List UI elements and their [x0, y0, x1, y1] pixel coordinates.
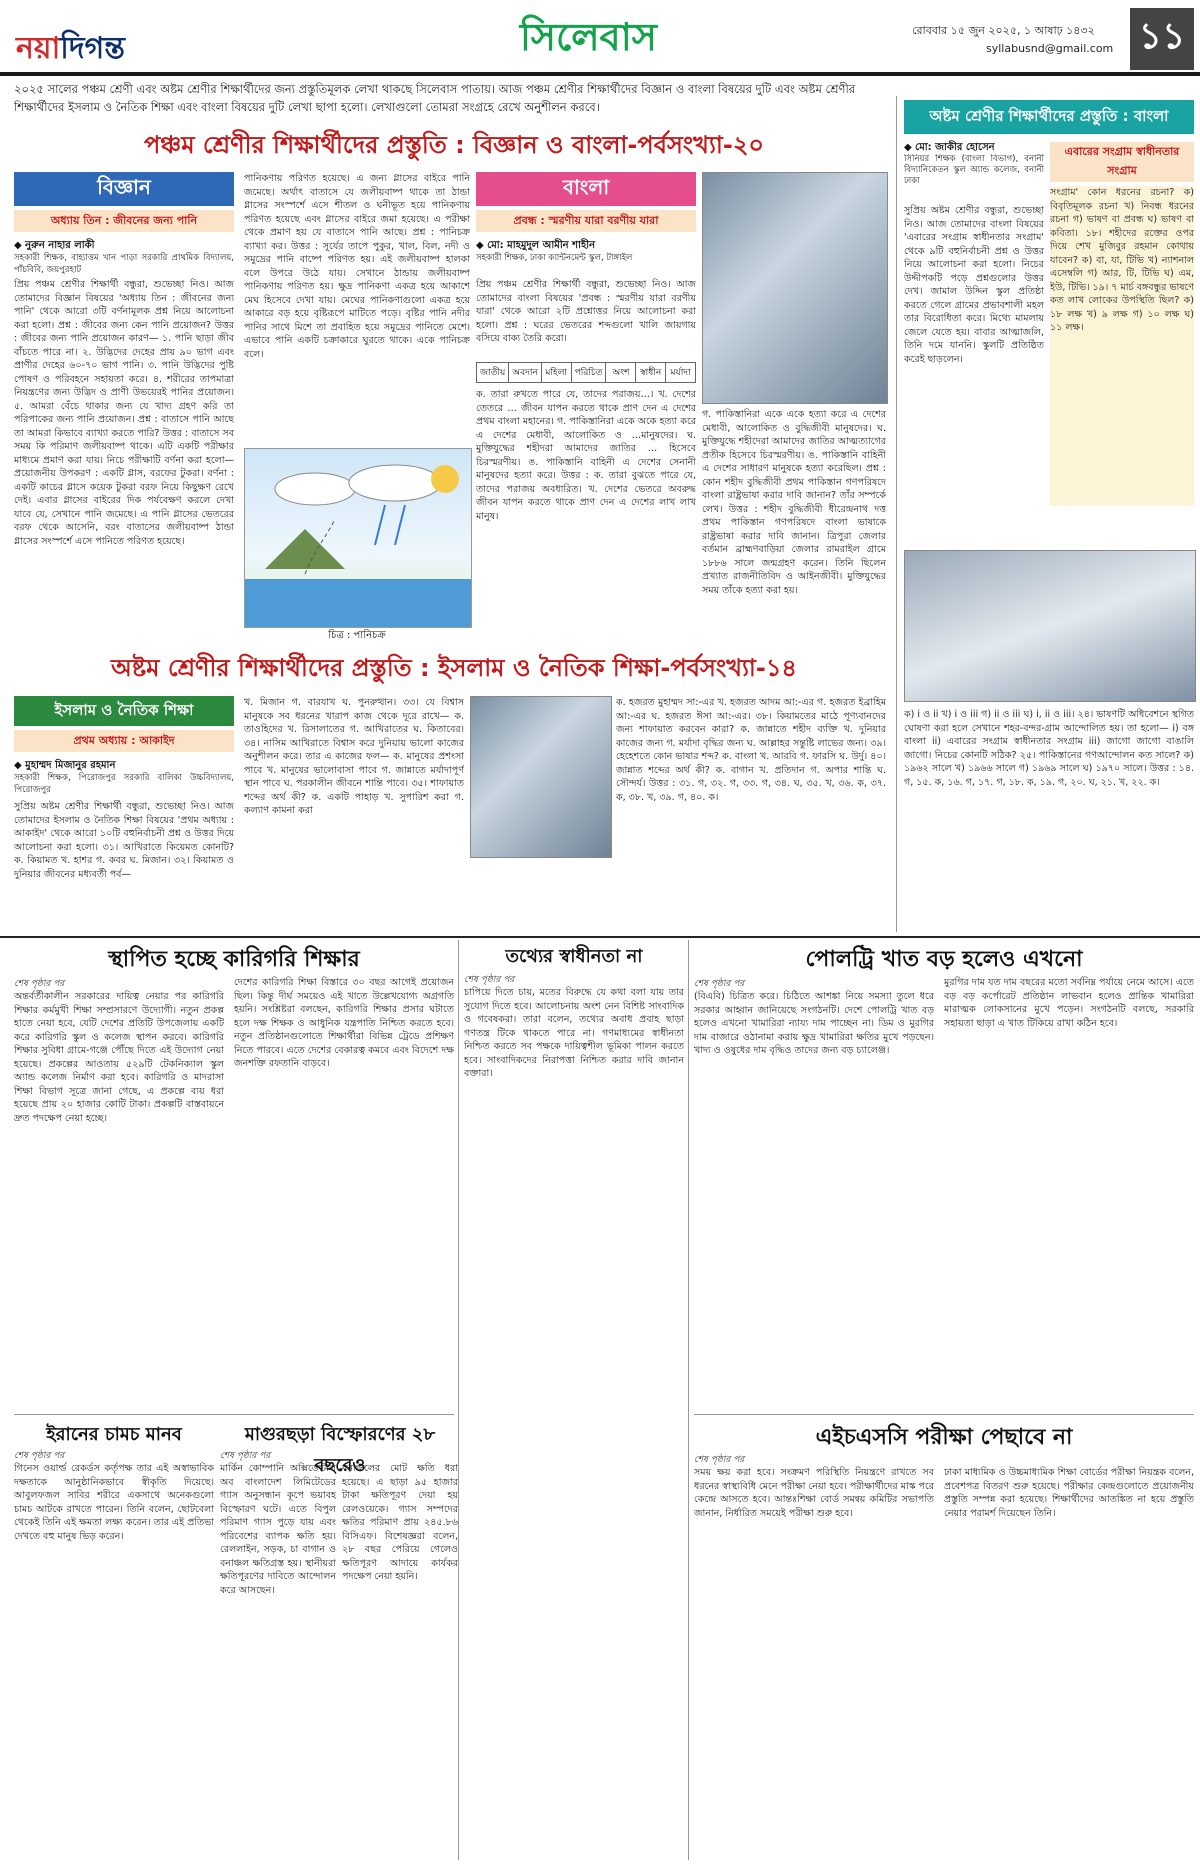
- class8-bangla-author: ◆ মো: জাকীর হোসেন: [904, 142, 995, 153]
- water-body: [245, 579, 471, 627]
- table-cell: মহিলা: [542, 363, 572, 382]
- islam-body-1: সুপ্রিয় অষ্টম শ্রেণীর শিক্ষার্থী বন্ধুরা, শুভেচ্ছা নিও। আজ তোমাদের ইসলাম ও নৈতিক শিক্ষা বিষয়ের 'প্রথম অধ্যায় : আকাইদ' থেকে আরো ১০টি বহুনির্বাচনী প্রশ্ন ও উত্তর দিয়ে আলোচনা করা হলো। ৩১। আখিরাতে কিয়েমত কোনটি? ক. কিয়ামত খ. হাশর গ. কবর ঘ. মিজান। ৩২। কিয়ামত ও দুনিয়ার জীবনের মধ্যবর্তী পর্ব—: [14, 801, 234, 880]
- hsc-cont: শেষ পৃষ্ঠার পর: [694, 1455, 745, 1465]
- poultry-cont: শেষ পৃষ্ঠার পর: [694, 979, 745, 989]
- diagram-caption: চিত্র : পানিচক্র: [328, 630, 386, 641]
- islam-author: ◆ মুহাম্মদ মিজানুর রহমান: [14, 760, 116, 771]
- islam-author-role: সহকারী শিক্ষক, পিরোজপুর সরকারি বালিকা উচ্চবিদ্যালয়, পিরোজপুর: [14, 773, 234, 795]
- newspaper-logo: [16, 24, 125, 75]
- islam-label: ইসলাম ও নৈতিক শিক্ষা: [14, 696, 234, 726]
- karigori-headline: স্থাপিত হচ্ছে কারিগরি শিক্ষার: [108, 947, 360, 972]
- poultry-body-2: মুরগির দাম যত দাম বছরের মতো সর্বনিম্ন পর্যায়ে নেমে আসে। এতে বড় বড় কর্পোরেট প্রতিষ্ঠান লাভবান হলেও প্রান্তিক খামারিরা মারাত্মক লোকসানের মুখে পড়েন। সংগঠনটি বলছে, সরকারি সহায়তা ছাড়া এ খাত টিকিয়ে রাখা কঠিন হবে।: [944, 977, 1194, 1029]
- hsc-body-1: সময় ক্ষয় করা হবে। সংক্রমণ পরিস্থিতি নিয়ন্ত্রণে রাখতে সব ধরনের স্বাস্থ্যবিধি মেনে পরীক্ষা নেয়া হবে। পরীক্ষার্থীদের মাস্ক পরে কেন্দ্রে আসতে হবে। আন্তঃশিক্ষা বোর্ড সমন্বয় কমিটির সভাপতি জানান, নির্ধারিত সময়েই পরীক্ষা শুরু হবে।: [694, 1467, 934, 1519]
- exam-photo: [470, 696, 612, 858]
- science-body-1: প্রিয় পঞ্চম শ্রেণীর শিক্ষার্থী বন্ধুরা, শুভেচ্ছা নিও। আজ তোমাদের বিজ্ঞান বিষয়ের 'অধ্যায় তিন : জীবনের জন্য পানি' থেকে আরো ৩টি বর্ণনামূলক প্রশ্ন নিয়ে আলোচনা করা হলো। প্রশ্ন : জীবের জন্য কেন পানি প্রয়োজন? উত্তর : জীবের জন্য পানি প্রয়োজন কারণ— ১. পানি ছাড়া জীব বাঁচতে পারে না। ২. উদ্ভিদের দেহের প্রায় ৯০ ভাগ এবং প্রাণীর দেহের ৬০-৭০ ভাগ পানি। ৩. পানি উদ্ভিদের পুষ্টি পোষণ ও পরিবহনে সহায়তা করে। ৪. শরীরের তাপমাত্রা নিয়ন্ত্রণের জন্য উদ্ভিদ ও প্রাণী উভয়েরই পানির প্রয়োজন। ৫. আমরা বেঁচে থাকার জন্য যে খাদ্য গ্রহণ করি তা পরিপাকের জন্য পানি প্রয়োজন। প্রশ্ন : বাতাসে পানি আছে তা আমরা কিভাবে ব্যাখ্যা করতে পারি? উত্তর : বাতাসে সব সময় কি পরিমাণ জলীয়বাষ্প থাকে। এটি একটি পরীক্ষার মাধ্যমে প্রমাণ করা যায়। নিচে পরীক্ষাটি বর্ণনা করা হলো— প্রয়োজনীয় উপকরণ : একটি গ্লাস, বরফের টুকরা। বর্ণনা : একটি কাচের গ্লাসে কয়েক টুকরা বরফ নিয়ে কিছুক্ষণ রেখে দেই। এবার গ্লাসের বাইরের দিক পর্যবেক্ষণ করলে দেখা যাবে যে, সেখানে পানি জমেছে। এ পানি গ্লাসের ভেতরের বরফ থেকে আসেনি, বরং বাতাসের জলীয়বাষ্প ঠান্ডা গ্লাসের সংস্পর্শে এসে পানিতে পরিণত হয়েছে।: [14, 279, 234, 547]
- science-body-2: পানিকণায় পরিণত হয়েছে। এ জন্য গ্লাসের বাইরে পানি জমেছে। অর্থাৎ বাতাসে যে জলীয়বাষ্প থাকে তা ঠান্ডা গ্লাসের সংস্পর্শে এসে শীতল ও ঘনীভূত হয়ে পানিকণায় পরিণত হয়েছে এবং গ্লাসের বাইরে জমা হয়েছে। এ পরীক্ষা থেকে প্রমাণ হয় যে বাতাসে পানি আছে। প্রশ্ন : পানিচক্র ব্যাখ্যা কর। উত্তর : সূর্যের তাপে পুকুর, খাল, বিল, নদী ও সমুদ্রের পানি বাষ্পে পরিণত হয়। এই জলীয়বাষ্প হালকা বলে উপরে উঠে যায়। সেখানে ঠান্ডায় জলীয়বাষ্প পানিকণায় পরিণত হয়। ক্ষুদ্র পানিকণা একত্র হয়ে আকাশে মেঘ হিসেবে দেখা যায়। মেঘের পানিকণাগুলো একত্র হয়ে আকারে বড় হয়ে বৃষ্টিরূপে মাটিতে পড়ে। বৃষ্টির পানি নদীর পানির সাথে মিশে তা প্রবাহিত হয়ে সমুদ্রের পানিতে মেশে। এভাবে পানি একটি চক্রাকারে ঘুরতে থাকে। একে পানিচক্র বলে।: [244, 173, 470, 360]
- islam-chapter-text: প্রথম অধ্যায় : আকাইদ: [73, 733, 175, 747]
- bangla-body-2: ক. তারা রুখতে পারে যে, তাদের পরাজয়…। খ. দেশের তেতরে … জীবন যাপন করতে থাকে প্রাণ দেন এ দেশের প্রথম বাংলা মহানের। গ. পাকিস্তানিরা একে অকে হত্যা করে এ দেশের মেধাবী, আলোকিত ও …মানুষদের। ঘ. মুক্তিযুদ্ধের শহীদরা আমাদের জাতির … হিসেবে চিরস্মরণীয়। ঙ. পাকিস্তানি বাহিনী এ দেশের সেনানী মানুষদের হত্যা করে। উত্তর : ক. তারা বুঝতে পারে যে, তাদের পরাজয় অবধারিত। খ. দেশের ভেতরে অবরুদ্ধ জীবন যাপন করতে থাকে প্রাণ দেন এ দেশের লাখ লাখ মানুষ।: [476, 389, 696, 522]
- science-label: বিজ্ঞান: [14, 172, 234, 206]
- karigori-cont: শেষ পৃষ্ঠার পর: [14, 979, 65, 989]
- magurchhara-body-2: বনাঞ্চলের মোট ক্ষতি ধরা হয়েছে। এ ছাড়া ৯৫ হাজার টাকা ক্ষতিপূরণ দেয়া হয় রেলওয়েকে। গ্যাস সম্পদের ক্ষতির পরিমাণ প্রায় ২৪৫.৮৬ বিসিএফ। বিশেষজ্ঞরা বলেন, ২৮ বছর পেরিয়ে গেলেও ক্ষতিপূরণ আদায়ে কার্যকর পদক্ষেপ নেয়া হয়নি।: [342, 1463, 458, 1582]
- karigori-body-2: দেশের কারিগরি শিক্ষা বিস্তারে ৩০ বছর আগেই প্রয়োজন ছিল। কিন্তু দীর্ঘ সময়েও এই খাতে উল্লেখযোগ্য অগ্রগতি হয়নি। সংশ্লিষ্টরা বলছেন, কারিগরি শিক্ষার প্রসার ঘটাতে হলে দক্ষ শিক্ষক ও আধুনিক যন্ত্রপাতি নিশ্চিত করতে হবে। নতুন প্রতিষ্ঠানগুলোতে শিক্ষার্থীরা বিভিন্ন ট্রেডে প্রশিক্ষণ নিতে পারবে। এতে দেশের বেকারত্ব কমবে এবং বিদেশে দক্ষ জনশক্তি রফতানি বাড়বে।: [234, 977, 454, 1069]
- class8-bangla-title-box: এবারের সংগ্রাম স্বাধীনতার সংগ্রাম: [1050, 142, 1194, 182]
- section-email: syllabusnd@gmail.com: [986, 42, 1114, 55]
- bangla-chapter: [476, 210, 696, 232]
- islam-chapter: [14, 730, 234, 752]
- table-cell: মর্যাদা: [670, 368, 691, 378]
- science-chapter: [14, 210, 234, 232]
- class5-headline: পঞ্চম শ্রেণীর শিক্ষার্থীদের প্রস্তুতি : বিজ্ঞান ও বাংলা-পর্বসংখ্যা-২০: [143, 131, 765, 159]
- poultry-headline: পোলট্রি খাত বড় হলেও এখনো: [805, 947, 1083, 972]
- magurchhara-headline: মাগুরছড়া বিস্ফোরণের ২৮ বছরেও: [244, 1424, 436, 1476]
- islam-body-2: খ. মিজান গ. বারযাখ ঘ. পুনরুত্থান। ৩৩। যে বিশ্বাস মানুষকে সব ধরনের খারাপ কাজ থেকে দূরে রাখে— ক. তাওহিদের খ. রিসালাতের গ. আখিরাতের ঘ. কিতাবের। ৩৪। নাসিম আখিরাতে বিশ্বাস করে দুনিয়ায় ভালো কাজের অনুশীলন করে। তার এ কাজের ফল— ক. মানুষের প্রশংসা পাবে খ. মানুষের ভালোবাসা পাবে গ. জান্নাতে মর্যাদাপূর্ণ স্থান পাবে ঘ. পরকালীন জীবনে শান্তি পাবে। ৩৫। শাফায়াত শব্দের অর্থ কী? ক. একটি পাহাড় খ. সুপারিশ করা গ. কল্যাণ কামনা করা: [244, 697, 464, 816]
- masthead-rule: [0, 72, 1200, 76]
- section-divider: [0, 936, 1200, 938]
- science-author: ◆ নুরুন নাহার লাকী: [14, 240, 95, 251]
- bangla-author-role: সহকারী শিক্ষক, ঢাকা ক্যান্টনমেন্ট স্কুল, টাঙ্গাইল: [476, 253, 633, 263]
- table-cell: অবদান: [509, 363, 542, 382]
- rain-line: [395, 505, 405, 545]
- table-cell: অংশ: [606, 363, 636, 382]
- tothyer-cont: শেষ পৃষ্ঠার পর: [464, 975, 515, 985]
- news-divider: [694, 1414, 1194, 1415]
- rain-line: [375, 505, 385, 545]
- class8-islam-headline: অষ্টম শ্রেণীর শিক্ষার্থীদের প্রস্তুতি : ইসলাম ও নৈতিক শিক্ষা-পর্বসংখ্যা-১৪: [110, 654, 797, 682]
- cloud-shape-1: [275, 473, 355, 505]
- iran-body: গিনেস ওয়ার্ল্ড রেকর্ডস কর্তৃপক্ষ তার এই অস্বাভাবিক দক্ষতাকে আনুষ্ঠানিকভাবে স্বীকৃতি দিয়েছে। আবুলফজল সাবির শরীরে একসাথে অনেকগুলো চামচ আটকে রাখতে পারেন। তিনি বলেন, ছোটবেলা থেকেই তিনি এই ক্ষমতা লক্ষ্য করেন। তার এই প্রতিভা দেখতে বহু মানুষ ভিড় করেন।: [14, 1463, 214, 1542]
- cloud-shape-2: [349, 465, 441, 501]
- dateline: রোববার ১৫ জুন ২০২৫, ১ আষাঢ় ১৪৩২: [912, 24, 1095, 37]
- science-author-role: সহকারী শিক্ষক, বাহ্যাত্তম খান পাড়া সরকারি প্রাথমিক বিদ্যালয়, পাঁচবিবি, জয়পুরহাট: [14, 253, 234, 275]
- mountain-shape: [265, 529, 345, 569]
- water-cycle-svg: [245, 449, 471, 627]
- hsc-body-2: ঢাকা মাধ্যমিক ও উচ্চমাধ্যমিক শিক্ষা বোর্ডের পরীক্ষা নিয়ন্ত্রক বলেন, প্রবেশপত্র বিতরণ শুরু হয়েছে। পরীক্ষার কেন্দ্রগুলোতে প্রয়োজনীয় প্রস্তুতি সম্পন্ন করা হয়েছে। শিক্ষার্থীদের আতঙ্কিত না হয়ে প্রস্তুতি নেয়ার পরামর্শ দিয়েছেন তিনি।: [944, 1467, 1194, 1519]
- magurchhara-cont: শেষ পৃষ্ঠার পর: [220, 1451, 271, 1461]
- news-divider: [14, 1414, 454, 1415]
- karigori-body-1: অন্তর্বর্তীকালীন সরকারের দায়িত্ব নেয়ার পর কারিগরি শিক্ষার কর্মমুখী শিক্ষা সম্প্রসারণে উদ্যোগী। নতুন প্রকল্প হাতে নেয়া হবে, যেটি দেশের প্রতিটি উপজেলায় একটি করে কারিগরি স্কুল ও কলেজ স্থাপন করবে। কারিগরি শিক্ষার সুবিধা গ্রামে-গঞ্জে পৌঁছে দিতে এই উদ্যোগ নেয়া হয়েছে। প্রকল্পের আওতায় ৫২৯টি টেকনিক্যাল স্কুল অ্যান্ড কলেজ নির্মাণ করা হবে। কারিগরি ও মাদরাসা শিক্ষা বিভাগ সূত্রে জানা গেছে, এ প্রকল্পে ব্যয় ধরা হয়েছে প্রায় ২০ হাজার কোটি টাকা। প্রকল্পটি বাস্তবায়নে দ্রুত পদক্ষেপ নেয়া হচ্ছে।: [14, 991, 224, 1124]
- magurchhara-body-1: মার্কিন কোম্পানি অক্সিডেন্টাল অব বাংলাদেশ লিমিটেডের গ্যাস অনুসন্ধান কূপে ভয়াবহ বিস্ফোরণ ঘটে। এতে বিপুল পরিমাণ গ্যাস পুড়ে যায় এবং পরিবেশের ব্যাপক ক্ষতি হয়। রেললাইন, সড়ক, চা বাগান ও বনাঞ্চল ক্ষতিগ্রস্ত হয়। স্থানীয়রা ক্ষতিপূরণের দাবিতে আন্দোলন করে আসছেন।: [220, 1463, 336, 1596]
- logo-part-1: নয়া: [16, 31, 61, 66]
- bangla-author: ◆ মো: মাহমুদুল আমীন শাহীন: [476, 240, 596, 251]
- science-chapter-text: অধ্যায় তিন : জীবনের জন্য পানি: [50, 213, 198, 227]
- iran-cont: শেষ পৃষ্ঠার পর: [14, 1451, 65, 1461]
- table-cell: জাতীয়: [477, 363, 509, 382]
- class8-bangla-author-role: সিনিয়র শিক্ষক (বাংলা বিভাগ), বনানী বিদ্যানিকেতন স্কুল অ্যান্ড কলেজ, বনানী ঢাকা: [904, 154, 1044, 186]
- intro-text: ২০২৫ সালের পঞ্চম শ্রেণী এবং অষ্টম শ্রেণীর শিক্ষার্থীদের জন্য প্রস্তুতিমূলক লেখা থাকছে সিলেবাস পাতায়। আজ পঞ্চম শ্রেণীর শিক্ষার্থীদের বিজ্ঞান ও বাংলা বিষয়ের দুটি এবং অষ্টম শ্রেণীর শিক্ষার্থীদের ইসলাম ও নৈতিক শিক্ষা এবং বাংলা বিষয়ের দুটি লেখা ছাপা হলো। লেখাগুলো তোমরা সংগ্রহে রেখে অনুশীলন করবে।: [14, 82, 856, 114]
- hsc-headline: এইচএসসি পরীক্ষা পেছাবে না: [815, 1425, 1073, 1450]
- page-number: ১১: [1130, 8, 1194, 70]
- classroom-photo: [904, 550, 1196, 702]
- class8-bangla-label: অষ্টম শ্রেণীর শিক্ষার্থীদের প্রস্তুতি : বাংলা: [904, 100, 1194, 134]
- bangla-body-1: প্রিয় পঞ্চম শ্রেণীর শিক্ষার্থী বন্ধুরা, শুভেচ্ছা নিও। আজ তোমাদের বাংলা বিষয়ের 'প্রবন্ধ : স্মরণীয় যারা বরণীয় যারা' থেকে আরো ২টি প্রশ্নোত্তর নিয়ে আলোচনা করা হলো। প্রশ্ন : ঘরের ভেতরের শব্দগুলো খালি জায়গায় বসিয়ে বাক্য তৈরি করো।: [476, 279, 696, 344]
- logo-part-2: দিগন্ত: [60, 31, 125, 66]
- class8-bangla-body-1: সুপ্রিয় অষ্টম শ্রেণীর বন্ধুরা, শুভেচ্ছা নিও। আজ তোমাদের বাংলা বিষয়ের 'এবারের সংগ্রাম স্বাধীনতার সংগ্রাম' থেকে ৯টি বহুনির্বাচনী প্রশ্ন ও উত্তর নিয়ে আলোচনা করা হলো। নিচের উদ্দীপকটি পড়ে প্রশ্নগুলোর উত্তর দেখ। জামাল উদ্দিন স্কুল প্রতিষ্ঠা করতে গেলে গ্রামের প্রভাবশালী মহল তার বিরোধিতা করে। মিথ্যে মামলায় জেলে যেতে হয়। বাবার আত্মাজলি, তিনি দমে যাননি। স্কুলটি প্রতিষ্ঠিত করেই ছাড়লেন।: [904, 205, 1044, 365]
- table-cell: পরিচিত: [572, 363, 607, 382]
- section-title: সিলেবাস: [520, 14, 657, 59]
- column-divider: [688, 940, 689, 1860]
- word-table-row: [476, 362, 696, 383]
- tothyer-headline: তথ্যের স্বাধীনতা না: [505, 946, 643, 967]
- table-cell: স্বাধীন: [636, 363, 666, 382]
- class8-bangla-body-3: ক) i ও ii খ) i ও iii গ) ii ও iii ঘ) i, ii ও iii। ২৪। ভাষণটি অধিবেশনে স্থগিত ঘোষণা করা হলে সেখানে শহর-বন্দর-গ্রাম আন্দোলিত হয়। তা হলো— i) বঙ্গ বাংলা ii) এবারের সংগ্রাম স্বাধীনতার সংগ্রাম iii) জাগো জাগো বাঙালি জাগো। নিচের কোনটি সঠিক? ২৫। পাকিস্তানের গণআন্দোলন কত সালে? ক) ১৯৬২ সালে খ) ১৯৬৬ সালে গ) ১৯৬৯ সালে ঘ) ১৯৭০ সালে। উত্তর : ১৪. গ, ১৫. ক, ১৬. গ, ১৭. গ, ১৮. ক, ১৯. গ, ২০. ঘ, ২১. খ, ২২. ক।: [904, 709, 1194, 788]
- bangla-body-3: গ. পাকিস্তানিরা একে একে হত্যা করে এ দেশের মেধাবী, আলোকিত ও বুদ্ধিজীবী মানুষদের। ঘ. মুক্তিযুদ্ধে শহীদেরা আমাদের জাতির আত্মত্যাগের প্রতীক হিসেবে চিরস্মরণীয়। ঙ. পাকিস্তানি বাহিনী এ দেশের সাধারণ মানুষকে হত্যা করেছিল। প্রশ্ন : কোন শহীদ বুদ্ধিজীবী প্রথম পাকিস্তান গণপরিষদে বাংলা রাষ্ট্রভাষা করার দাবি জানান? তাঁর সম্পর্কে লেখ। উত্তর : শহীদ বুদ্ধিজীবী ধীরেন্দ্রনাথ দত্ত প্রথম পাকিস্তান গণপরিষদে বাংলা ভাষাকে রাষ্ট্রভাষা করার দাবি জানান। ত্রিপুরা জেলার বর্তমান ব্রাহ্মণবাড়িয়া জেলার রামরাইল গ্রামে ১৮৮৬ সালে জন্মগ্রহণ করেন। তিনি ছিলেন প্রখ্যাত রাজনীতিবিদ ও আইনজীবী। মুক্তিযুদ্ধের সময় তাঁকে হত্যা করা হয়।: [702, 409, 886, 596]
- word-table: [476, 362, 696, 383]
- iran-headline: ইরানের চামচ মানব: [46, 1424, 182, 1445]
- class8-bangla-body-2: সংগ্রাম' কোন ধরনের রচনা? ক) বিবৃতিমূলক রচনা খ) নিবন্ধ ধরনের রচনা গ) ভাষণ বা প্রবন্ধ ঘ) ভাষণ বা কবিতা। ১৮। শহীদের রক্তের ওপর দিয়ে শেখ মুজিবুর রহমান কোথায় যাবেন? ক) বা, যা, টিভি খ) ন্যাশনাল এসেম্বলি গ) আর, টি, টিভি ঘ) এম, ইউ, টিভি। ১৯। ৭ মার্চ বঙ্গবন্ধুর ভাষণে কত লাখ লোকের উপস্থিতি ছিল? ক) ১৮ লক্ষ খ) ৯ লক্ষ গ) ১০ লক্ষ ঘ) ১১ লক্ষ।: [1050, 186, 1194, 506]
- bangla-label: বাংলা: [476, 172, 696, 206]
- students-photo: [702, 172, 888, 404]
- tothyer-body: চাপিয়ে দিতে চায়, মতের বিরুদ্ধে যে কথা বলা যায় তার সুযোগ দিতে হবে। আলোচনায় অংশ নেন বিশিষ্ট সাংবাদিক ও গবেষকরা। তারা বলেন, তথ্যের অবাধ প্রবাহ ছাড়া গণতন্ত্র টিকে থাকতে পারে না। গণমাধ্যমের স্বাধীনতা নিশ্চিত করতে সব পক্ষকে দায়িত্বশীল ভূমিকা পালন করতে হবে। সাংবাদিকদের নিরাপত্তা নিশ্চিত করার দাবি জানান বক্তারা।: [464, 987, 684, 1079]
- sun-shape: [431, 465, 459, 493]
- poultry-body-1: (বিএবি) চিত্রিত করে। চিঠিতে আশঙ্কা নিয়ে সমস্যা তুলে ধরে সরকার আহ্বান জানিয়েছে সংগঠনটি। দেশে পোলট্রি খাত বড় হলেও এখনো খামারিরা ন্যায্য দাম পাচ্ছেন না। ডিম ও মুরগির দাম বাজারে ওঠানামা করায় ক্ষুদ্র খামারিরা ক্ষতির মুখে পড়ছেন। খাদ্য ও ওষুধের দাম বৃদ্ধিও তাদের জন্য বড় চ্যালেঞ্জ।: [694, 991, 934, 1056]
- bangla-chapter-text: প্রবন্ধ : স্মরণীয় যারা বরণীয় যারা: [513, 213, 659, 227]
- column-divider: [458, 940, 459, 1860]
- water-cycle-diagram: [244, 448, 472, 628]
- column-divider: [896, 96, 897, 932]
- islam-body-3: ক. হজরত মুহাম্মদ সা:-এর খ. হজরত আদম আ:-এর গ. হজরত ইব্রাহিম আ:-এর ঘ. হজরত ঈসা আ:-এর। ৩৮। কিয়ামতের মাঠে পূণ্যবানদের জন্য শাফায়াত করবেন কারা? ক. জান্নাতে শহীদ ব্যক্তি খ. দুনিয়ার কাজের জন্য গ. মর্যাদা বৃদ্ধির জন্য ঘ. আল্লাহর সন্তুষ্টি লাভের জন্য। ৩৯। হেহেশতে কোন ভাষার শব্দ? ক. বাংলা খ. আরবি গ. ফারসি ঘ. উর্দু। ৪০। জান্নাত শব্দের অর্থ কী? ক. বাগান খ. প্রতিদান গ. অপার শান্তি ঘ. সৌন্দর্য। উত্তর : ৩১. গ, ৩২. গ, ৩৩. গ, ৩৪. ঘ, ৩৫. খ, ৩৬. ক, ৩৭. ক, ৩৮. খ, ৩৯. গ, ৪০. ক।: [616, 697, 886, 803]
